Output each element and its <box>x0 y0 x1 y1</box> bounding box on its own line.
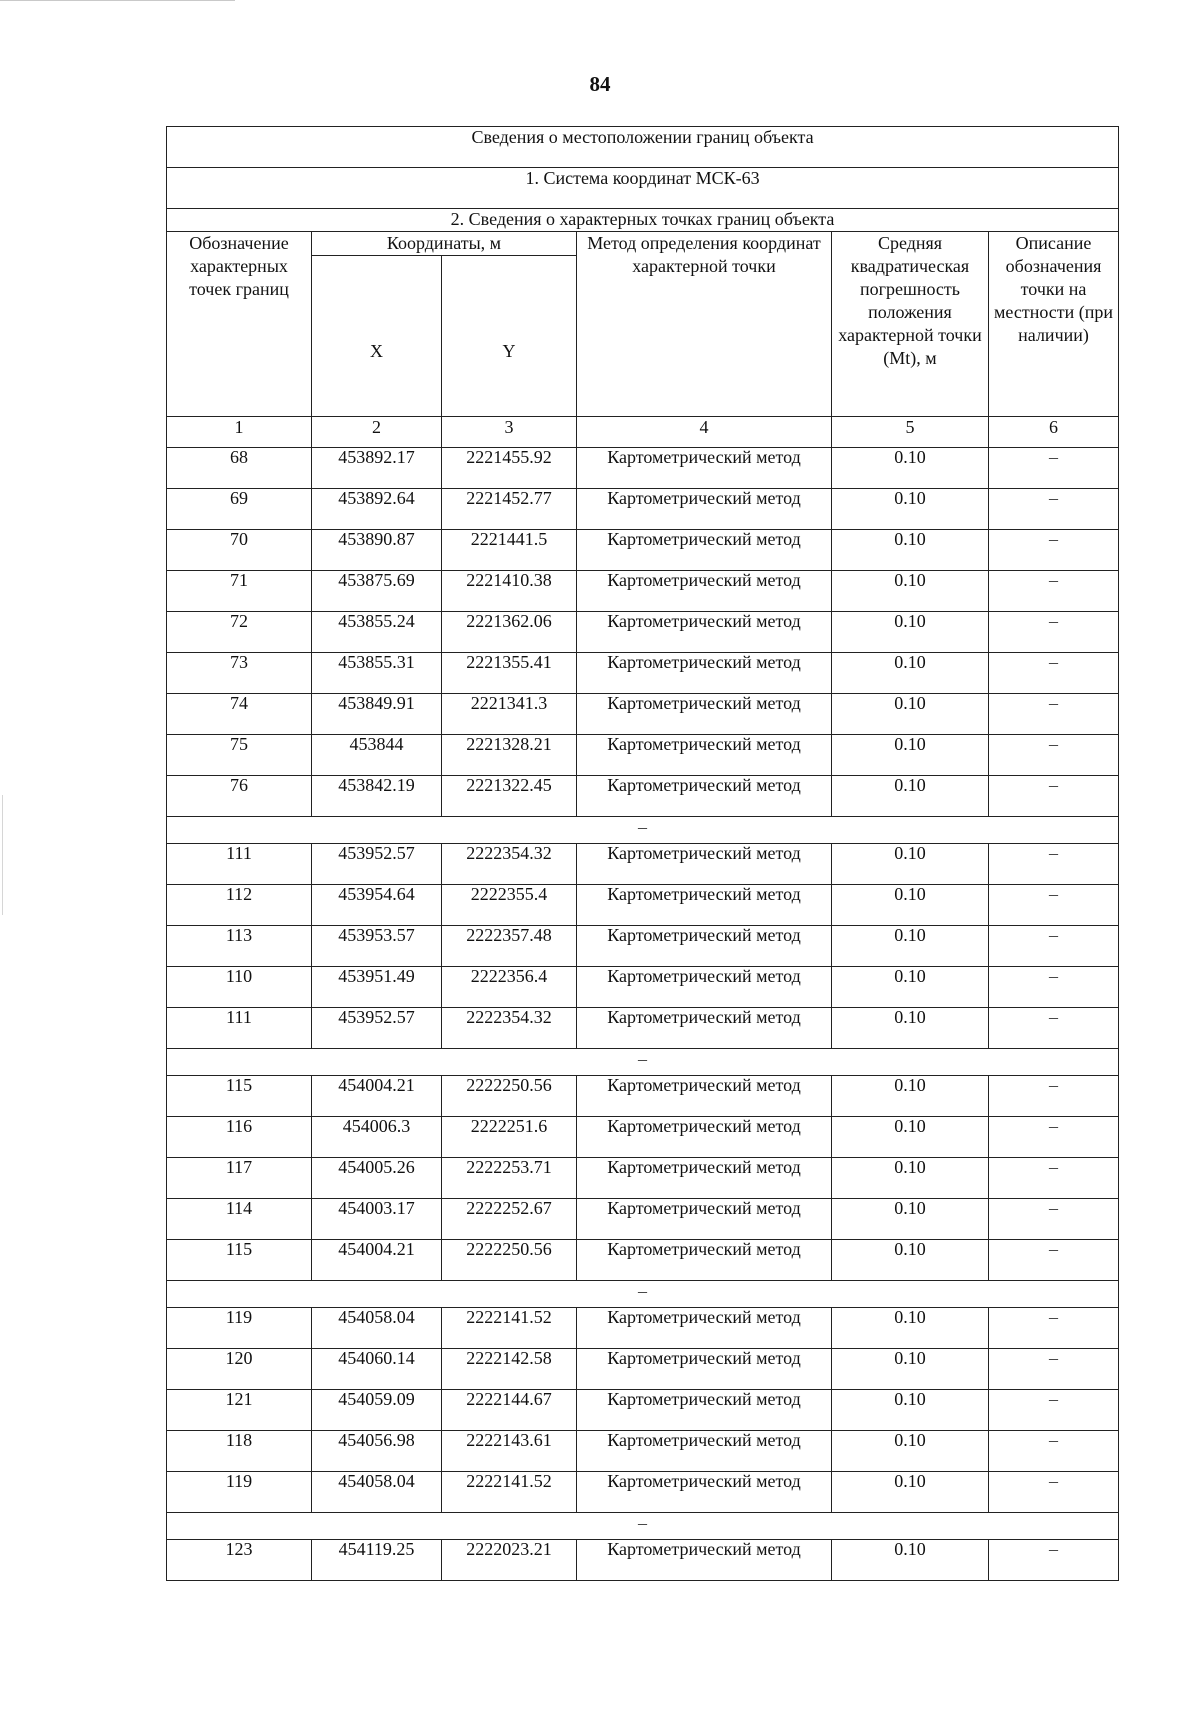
description-cell: – <box>989 926 1119 967</box>
x-coordinate-cell: 453892.17 <box>312 448 442 489</box>
y-coordinate-cell: 2222142.58 <box>442 1349 577 1390</box>
header-designation: Обозначение характерных точек границ <box>167 232 312 417</box>
header-x: X <box>312 256 442 417</box>
description-cell: – <box>989 1158 1119 1199</box>
contour-separator-row <box>167 1513 1119 1540</box>
method-cell: Картометрический метод <box>577 967 832 1008</box>
description-cell: – <box>989 1076 1119 1117</box>
point-id-cell: 123 <box>167 1540 312 1581</box>
point-id-cell: 68 <box>167 448 312 489</box>
error-cell: 0.10 <box>832 776 989 817</box>
point-id-cell: 74 <box>167 694 312 735</box>
point-id-cell: 116 <box>167 1117 312 1158</box>
y-coordinate-cell: 2222355.4 <box>442 885 577 926</box>
description-cell: – <box>989 735 1119 776</box>
y-coordinate-cell: 2222141.52 <box>442 1472 577 1513</box>
description-cell: – <box>989 694 1119 735</box>
point-id-cell: 120 <box>167 1349 312 1390</box>
point-id-cell: 73 <box>167 653 312 694</box>
error-cell: 0.10 <box>832 571 989 612</box>
error-cell: 0.10 <box>832 1240 989 1281</box>
error-cell: 0.10 <box>832 735 989 776</box>
error-cell: 0.10 <box>832 844 989 885</box>
x-coordinate-cell: 454004.21 <box>312 1076 442 1117</box>
method-cell: Картометрический метод <box>577 1008 832 1049</box>
method-cell: Картометрический метод <box>577 1472 832 1513</box>
y-coordinate-cell: 2222143.61 <box>442 1431 577 1472</box>
coordinate-system-row <box>167 168 1119 209</box>
x-coordinate-cell: 453849.91 <box>312 694 442 735</box>
point-id-cell: 117 <box>167 1158 312 1199</box>
page-number: 84 <box>589 72 611 96</box>
x-coordinate-cell: 453952.57 <box>312 844 442 885</box>
column-number: 4 <box>577 417 832 448</box>
point-id-cell: 112 <box>167 885 312 926</box>
x-coordinate-cell: 454060.14 <box>312 1349 442 1390</box>
x-coordinate-cell: 454119.25 <box>312 1540 442 1581</box>
table-row <box>167 1431 1119 1472</box>
method-cell: Картометрический метод <box>577 1349 832 1390</box>
description-cell: – <box>989 1472 1119 1513</box>
point-id-cell: 71 <box>167 571 312 612</box>
x-coordinate-cell: 453952.57 <box>312 1008 442 1049</box>
error-cell: 0.10 <box>832 1431 989 1472</box>
contour-separator-row <box>167 817 1119 844</box>
y-coordinate-cell: 2222144.67 <box>442 1390 577 1431</box>
description-cell: – <box>989 776 1119 817</box>
table-row <box>167 612 1119 653</box>
table-row <box>167 448 1119 489</box>
error-cell: 0.10 <box>832 653 989 694</box>
x-coordinate-cell: 454058.04 <box>312 1308 442 1349</box>
y-coordinate-cell: 2222357.48 <box>442 926 577 967</box>
method-cell: Картометрический метод <box>577 694 832 735</box>
description-cell: – <box>989 530 1119 571</box>
x-coordinate-cell: 454003.17 <box>312 1199 442 1240</box>
x-coordinate-cell: 453951.49 <box>312 967 442 1008</box>
y-coordinate-cell: 2222354.32 <box>442 1008 577 1049</box>
error-cell: 0.10 <box>832 1008 989 1049</box>
description-cell: – <box>989 612 1119 653</box>
description-cell: – <box>989 1240 1119 1281</box>
point-id-cell: 119 <box>167 1308 312 1349</box>
points-section-title: 2. Сведения о характерных точках границ объекта <box>167 209 1119 232</box>
description-cell: – <box>989 1540 1119 1581</box>
table-row <box>167 1308 1119 1349</box>
x-coordinate-cell: 453875.69 <box>312 571 442 612</box>
title-row <box>167 127 1119 168</box>
y-coordinate-cell: 2221341.3 <box>442 694 577 735</box>
method-cell: Картометрический метод <box>577 1431 832 1472</box>
table-row <box>167 1540 1119 1581</box>
contour-separator: – <box>167 1513 1119 1540</box>
table-row <box>167 1472 1119 1513</box>
x-coordinate-cell: 454005.26 <box>312 1158 442 1199</box>
x-coordinate-cell: 453953.57 <box>312 926 442 967</box>
method-cell: Картометрический метод <box>577 612 832 653</box>
y-coordinate-cell: 2221328.21 <box>442 735 577 776</box>
column-numbers-row <box>167 417 1119 448</box>
y-coordinate-cell: 2222250.56 <box>442 1076 577 1117</box>
header-description: Описание обозначения точки на местности (при наличии) <box>989 232 1119 417</box>
column-number: 3 <box>442 417 577 448</box>
contour-separator-row <box>167 1281 1119 1308</box>
table-row <box>167 885 1119 926</box>
error-cell: 0.10 <box>832 489 989 530</box>
error-cell: 0.10 <box>832 1349 989 1390</box>
description-cell: – <box>989 1199 1119 1240</box>
error-cell: 0.10 <box>832 1540 989 1581</box>
error-cell: 0.10 <box>832 926 989 967</box>
y-coordinate-cell: 2221355.41 <box>442 653 577 694</box>
error-cell: 0.10 <box>832 1117 989 1158</box>
point-id-cell: 118 <box>167 1431 312 1472</box>
method-cell: Картометрический метод <box>577 1308 832 1349</box>
table-row <box>167 489 1119 530</box>
point-id-cell: 111 <box>167 1008 312 1049</box>
header-y: Y <box>442 256 577 417</box>
description-cell: – <box>989 653 1119 694</box>
y-coordinate-cell: 2222250.56 <box>442 1240 577 1281</box>
table-row <box>167 1349 1119 1390</box>
table-row <box>167 694 1119 735</box>
y-coordinate-cell: 2222354.32 <box>442 844 577 885</box>
header-row <box>167 232 1119 256</box>
y-coordinate-cell: 2222023.21 <box>442 1540 577 1581</box>
table-row <box>167 776 1119 817</box>
boundary-table <box>166 126 1119 1581</box>
error-cell: 0.10 <box>832 530 989 571</box>
y-coordinate-cell: 2222252.67 <box>442 1199 577 1240</box>
method-cell: Картометрический метод <box>577 1199 832 1240</box>
method-cell: Картометрический метод <box>577 1076 832 1117</box>
header-error-text: Средняя квадратическая погрешность положения характерной точки (Mt), м <box>838 233 982 368</box>
method-cell: Картометрический метод <box>577 735 832 776</box>
error-cell: 0.10 <box>832 1472 989 1513</box>
y-coordinate-cell: 2222253.71 <box>442 1158 577 1199</box>
scan-edge-left <box>2 795 3 915</box>
y-coordinate-cell: 2221455.92 <box>442 448 577 489</box>
column-number: 5 <box>832 417 989 448</box>
method-cell: Картометрический метод <box>577 489 832 530</box>
method-cell: Картометрический метод <box>577 885 832 926</box>
x-coordinate-cell: 454056.98 <box>312 1431 442 1472</box>
contour-separator-row <box>167 1049 1119 1076</box>
description-cell: – <box>989 1431 1119 1472</box>
method-cell: Картометрический метод <box>577 653 832 694</box>
table-row <box>167 1390 1119 1431</box>
table-row <box>167 1199 1119 1240</box>
description-cell: – <box>989 1349 1119 1390</box>
x-coordinate-cell: 453890.87 <box>312 530 442 571</box>
table-row <box>167 967 1119 1008</box>
table-row <box>167 1240 1119 1281</box>
method-cell: Картометрический метод <box>577 1158 832 1199</box>
description-cell: – <box>989 844 1119 885</box>
coordinate-system: 1. Система координат МСК-63 <box>167 168 1119 209</box>
error-cell: 0.10 <box>832 1308 989 1349</box>
y-coordinate-cell: 2221441.5 <box>442 530 577 571</box>
table-row <box>167 844 1119 885</box>
y-coordinate-cell: 2222251.6 <box>442 1117 577 1158</box>
table-row <box>167 1117 1119 1158</box>
error-cell: 0.10 <box>832 1158 989 1199</box>
error-cell: 0.10 <box>832 694 989 735</box>
error-cell: 0.10 <box>832 448 989 489</box>
method-cell: Картометрический метод <box>577 448 832 489</box>
scan-edge-top <box>0 0 235 3</box>
method-cell: Картометрический метод <box>577 571 832 612</box>
method-cell: Картометрический метод <box>577 1540 832 1581</box>
method-cell: Картометрический метод <box>577 1390 832 1431</box>
method-cell: Картометрический метод <box>577 1240 832 1281</box>
point-id-cell: 110 <box>167 967 312 1008</box>
point-id-cell: 72 <box>167 612 312 653</box>
contour-separator: – <box>167 1049 1119 1076</box>
x-coordinate-cell: 453892.64 <box>312 489 442 530</box>
points-section-row <box>167 209 1119 232</box>
error-cell: 0.10 <box>832 1390 989 1431</box>
y-coordinate-cell: 2221322.45 <box>442 776 577 817</box>
column-number: 1 <box>167 417 312 448</box>
error-cell: 0.10 <box>832 612 989 653</box>
x-coordinate-cell: 453954.64 <box>312 885 442 926</box>
point-id-cell: 121 <box>167 1390 312 1431</box>
method-cell: Картометрический метод <box>577 844 832 885</box>
error-cell: 0.10 <box>832 1199 989 1240</box>
point-id-cell: 115 <box>167 1240 312 1281</box>
description-cell: – <box>989 571 1119 612</box>
table-row <box>167 653 1119 694</box>
description-cell: – <box>989 1308 1119 1349</box>
description-cell: – <box>989 448 1119 489</box>
table-row <box>167 571 1119 612</box>
header-coordinates: Координаты, м <box>312 232 577 256</box>
table-row <box>167 735 1119 776</box>
method-cell: Картометрический метод <box>577 1117 832 1158</box>
x-coordinate-cell: 454059.09 <box>312 1390 442 1431</box>
point-id-cell: 113 <box>167 926 312 967</box>
description-cell: – <box>989 885 1119 926</box>
description-cell: – <box>989 1117 1119 1158</box>
point-id-cell: 76 <box>167 776 312 817</box>
x-coordinate-cell: 453844 <box>312 735 442 776</box>
error-cell: 0.10 <box>832 967 989 1008</box>
table-row <box>167 1008 1119 1049</box>
table-row <box>167 530 1119 571</box>
description-cell: – <box>989 489 1119 530</box>
table-title: Сведения о местоположении границ объекта <box>167 127 1119 168</box>
table-row <box>167 1158 1119 1199</box>
x-coordinate-cell: 454058.04 <box>312 1472 442 1513</box>
method-cell: Картометрический метод <box>577 530 832 571</box>
point-id-cell: 114 <box>167 1199 312 1240</box>
point-id-cell: 69 <box>167 489 312 530</box>
column-number: 6 <box>989 417 1119 448</box>
error-cell: 0.10 <box>832 885 989 926</box>
x-coordinate-cell: 453842.19 <box>312 776 442 817</box>
table-row <box>167 926 1119 967</box>
table-body <box>167 127 1119 1581</box>
y-coordinate-cell: 2222356.4 <box>442 967 577 1008</box>
x-coordinate-cell: 453855.31 <box>312 653 442 694</box>
y-coordinate-cell: 2221362.06 <box>442 612 577 653</box>
header-error <box>832 232 989 417</box>
y-coordinate-cell: 2222141.52 <box>442 1308 577 1349</box>
point-id-cell: 75 <box>167 735 312 776</box>
description-cell: – <box>989 967 1119 1008</box>
description-cell: – <box>989 1390 1119 1431</box>
y-coordinate-cell: 2221410.38 <box>442 571 577 612</box>
table-row <box>167 1076 1119 1117</box>
method-cell: Картометрический метод <box>577 926 832 967</box>
x-coordinate-cell: 454004.21 <box>312 1240 442 1281</box>
point-id-cell: 119 <box>167 1472 312 1513</box>
point-id-cell: 70 <box>167 530 312 571</box>
x-coordinate-cell: 453855.24 <box>312 612 442 653</box>
point-id-cell: 111 <box>167 844 312 885</box>
contour-separator: – <box>167 1281 1119 1308</box>
description-cell: – <box>989 1008 1119 1049</box>
x-coordinate-cell: 454006.3 <box>312 1117 442 1158</box>
header-method: Метод определения координат характерной точки <box>577 232 832 417</box>
column-number: 2 <box>312 417 442 448</box>
contour-separator: – <box>167 817 1119 844</box>
error-cell: 0.10 <box>832 1076 989 1117</box>
method-cell: Картометрический метод <box>577 776 832 817</box>
y-coordinate-cell: 2221452.77 <box>442 489 577 530</box>
point-id-cell: 115 <box>167 1076 312 1117</box>
